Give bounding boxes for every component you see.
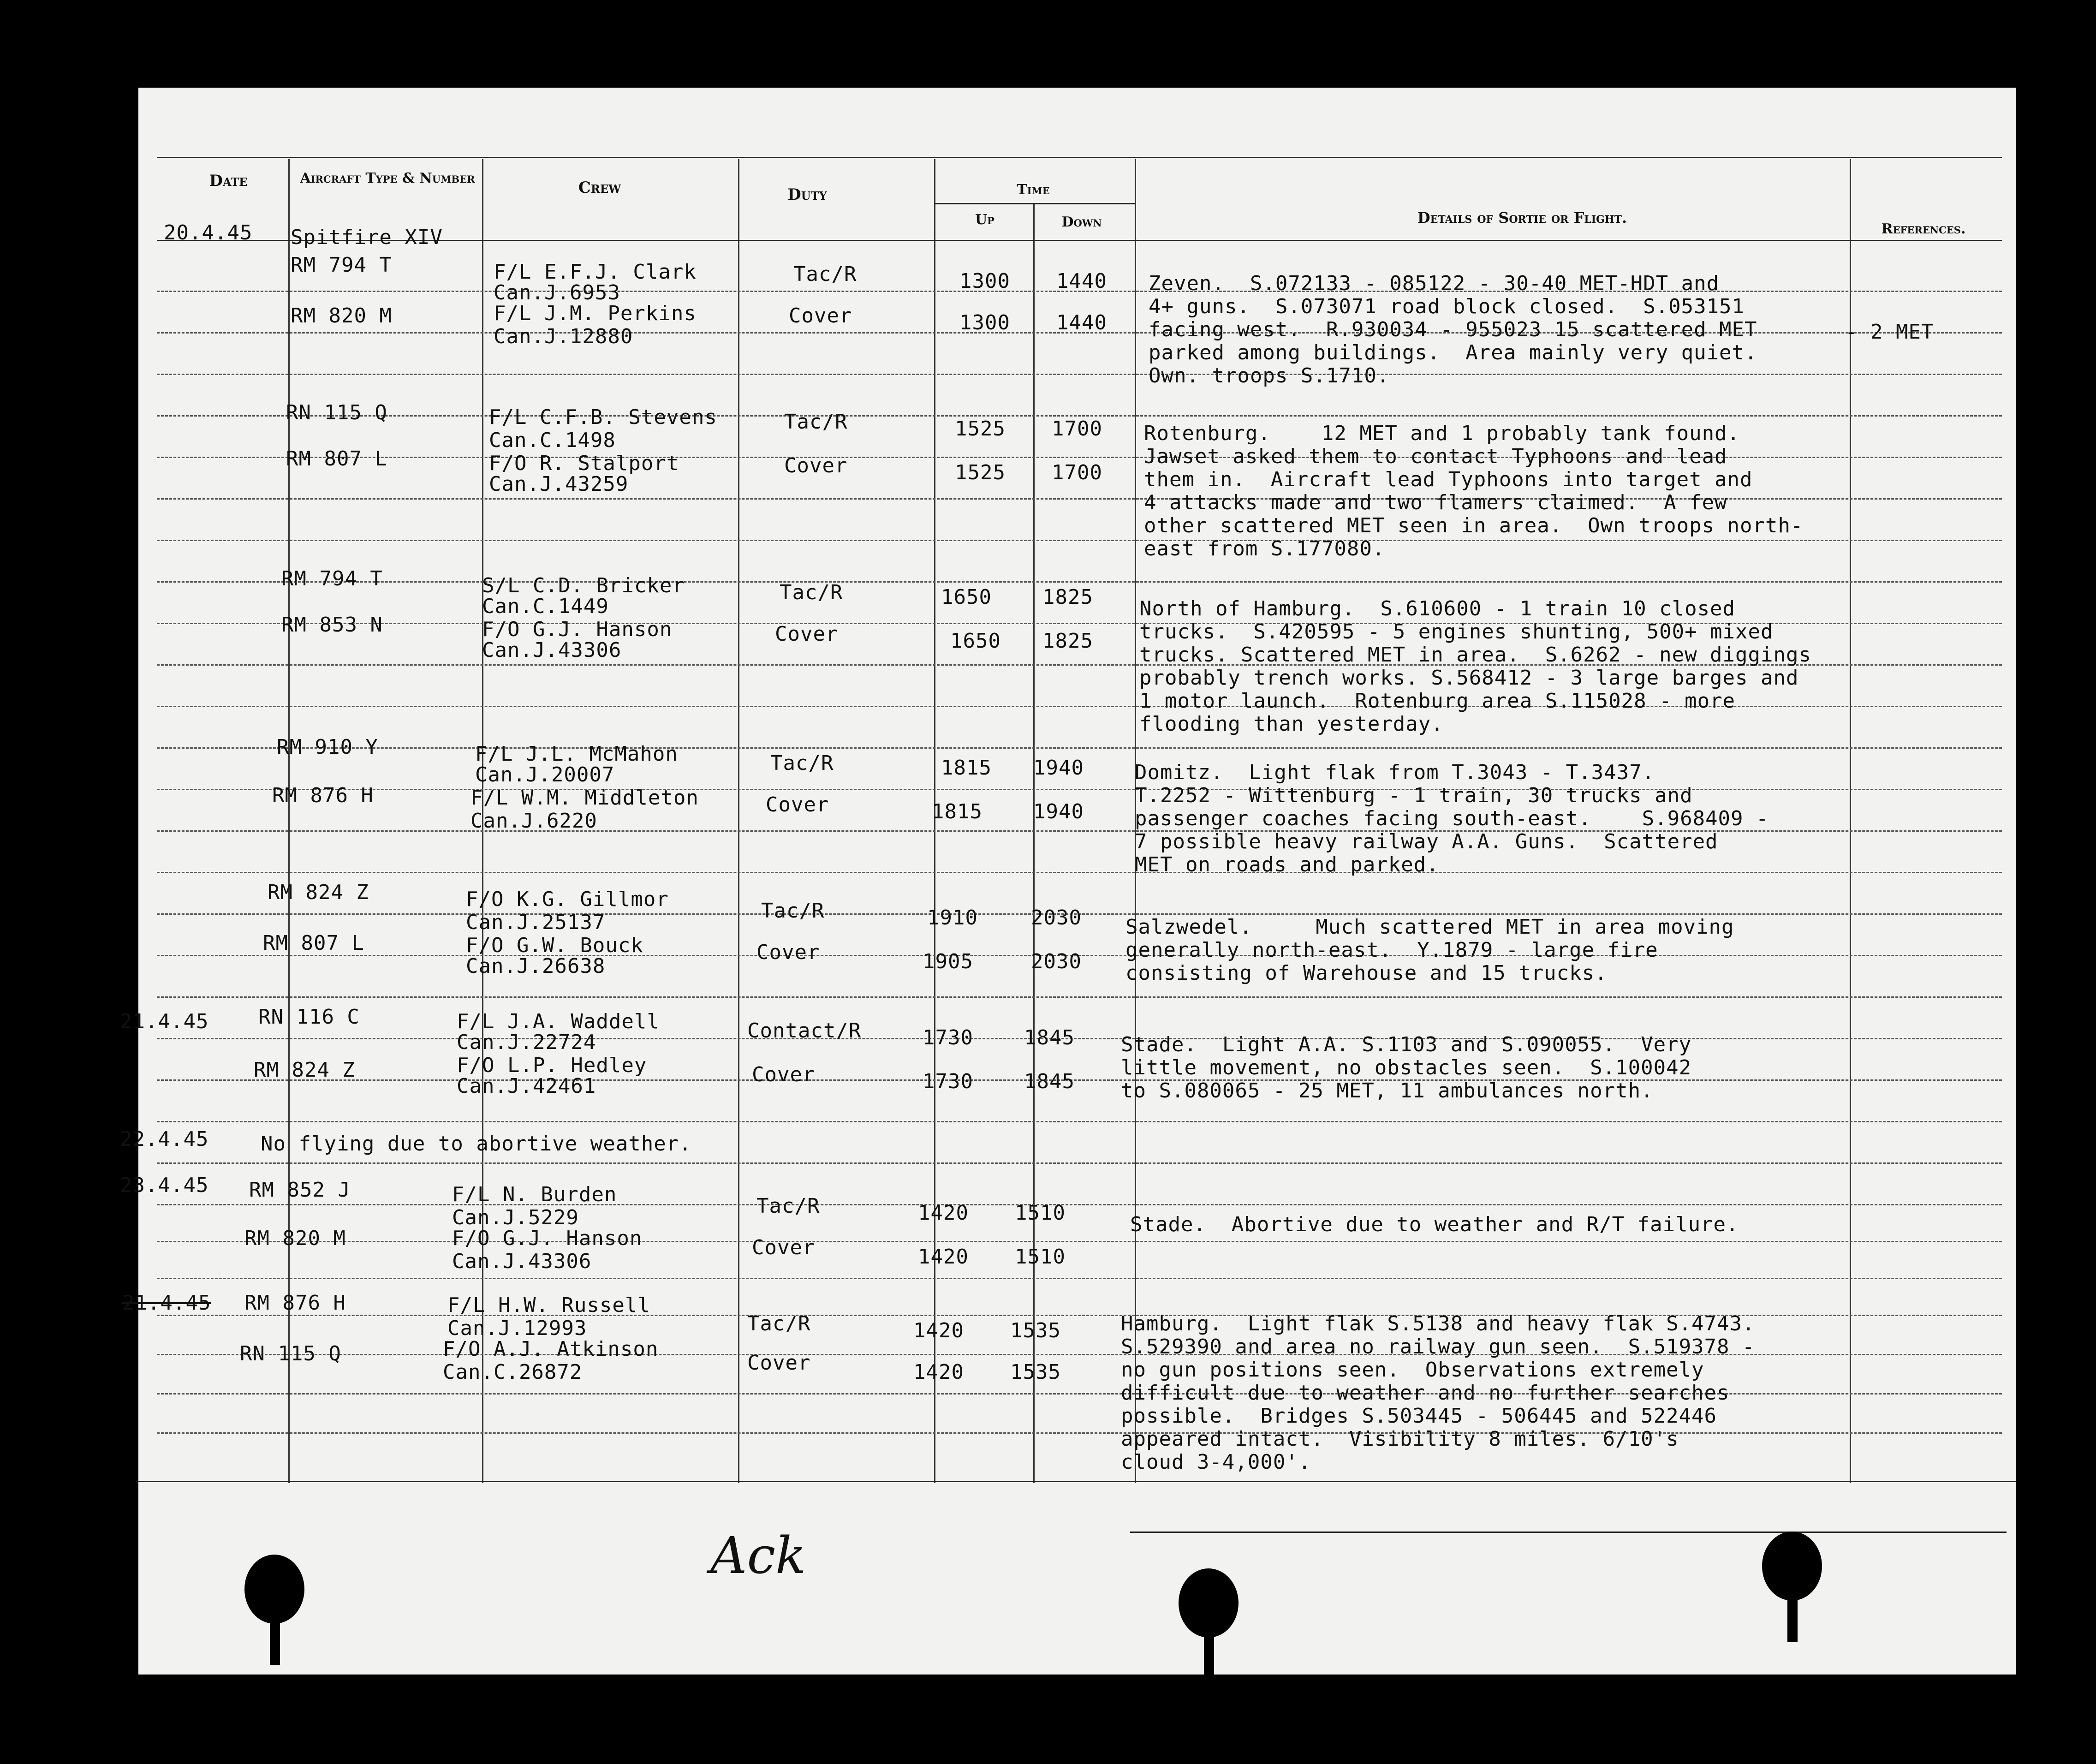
crew-name: F/O R. Stalport [489,452,679,475]
aircraft-number: RN 115 Q [286,401,387,424]
sortie-details: Stade. Abortive due to weather and R/T failure. [1130,1213,1739,1236]
crew-number: Can.J.6953 [494,281,620,304]
binder-hole [270,1619,280,1665]
duty-value: Tac/R [747,1312,811,1335]
duty-value: Tac/R [770,751,834,775]
time-down: 1440 [1056,269,1107,293]
duty-value: Tac/R [784,410,848,434]
time-up: 1650 [941,585,992,609]
sortie-details: Domitz. Light flak from T.3043 - T.3437. T.2252 - Wittenburg - 1 train, 30 trucks and passenger coaches facing south-east. S.968409 - 7 possible heavy railway A.A. Guns. Scattered MET on roads and parked. [1135,761,1769,876]
crew-number: Can.J.43306 [482,638,622,662]
aircraft-number: RM 820 M [291,304,392,328]
aircraft-number: RN 115 Q [240,1342,341,1365]
binder-hole [1179,1568,1239,1638]
crew-number: Can.J.43259 [489,472,629,496]
header-duty: Duty [787,185,827,204]
duty-value: Tac/R [756,1194,820,1218]
time-up: 1905 [923,950,973,973]
crew-name: F/O G.J. Hanson [452,1227,643,1250]
time-down: 1825 [1042,585,1093,609]
time-up: 1300 [959,311,1010,334]
date-23-4-45: 23.4.45 [120,1174,209,1197]
crew-number: Can.J.25137 [466,911,606,934]
time-down: 1940 [1033,800,1084,823]
time-down: 1510 [1015,1201,1066,1225]
duty-value: Contact/R [747,1019,862,1043]
time-down: 1535 [1010,1360,1061,1384]
header-up: Up [975,212,994,228]
crew-name: F/L J.L. McMahon [475,742,678,766]
duty-value: Tac/R [793,262,857,286]
time-up: 1730 [923,1070,973,1093]
crew-name: F/L J.M. Perkins [494,302,697,325]
time-down: 1700 [1052,417,1102,441]
crew-number: Can.J.20007 [475,763,615,787]
sortie-details: Stade. Light A.A. S.1103 and S.090055. Very little movement, no obstacles seen. S.100042 to S.080065 - 25 MET, 11 ambulances north. [1121,1033,1692,1102]
struck-date: 21.4.45 [122,1291,211,1315]
sortie-details: Hamburg. Light flak S.5138 and heavy flak S.4743. S.529390 and area no railway gun seen. S.519378 - no gun positions seen. Observations extremely difficult due to weather and no further searches possible. Bridges S.503445 - 506445 and 522446 appeared intact. Visibility 8 miles. 6/10's cloud 3-4,000'. [1121,1312,1755,1474]
crew-name: F/O G.J. Hanson [482,618,673,641]
header-aircraft: Aircraft Type & Number [300,170,475,186]
reference-note: - 2 MET [1845,320,1934,344]
header-crew: Crew [578,179,621,197]
time-up: 1815 [941,756,992,780]
time-up: 1525 [955,461,1006,484]
crew-number: Can.J.5229 [452,1206,579,1229]
header-time: Time [1017,182,1050,198]
time-up: 1300 [959,269,1010,293]
time-down: 1845 [1024,1070,1075,1093]
header-date: Date [209,172,248,190]
crew-number: Can.J.6220 [470,809,597,833]
aircraft-number: RM 824 Z [268,881,369,904]
crew-name: F/L W.M. Middleton [470,786,699,810]
binder-hole [1204,1633,1214,1679]
aircraft-type-line: Spitfire XIV [291,226,443,249]
date-21-4-45: 21.4.45 [120,1010,209,1033]
sortie-details: Salzwedel. Much scattered MET in area moving generally north-east. Y.1879 - large fire consisting of Warehouse and 15 trucks. [1125,915,1734,985]
time-down: 1940 [1033,756,1084,780]
binder-hole [244,1555,304,1624]
binder-hole [1762,1532,1822,1601]
aircraft-number: RN 116 C [258,1005,360,1029]
crew-name: F/L N. Burden [452,1183,617,1206]
time-up: 1650 [950,629,1001,653]
time-up: 1420 [918,1245,969,1269]
time-up: 1730 [923,1026,973,1049]
time-down: 1825 [1042,629,1093,653]
date-20-4-45: 20.4.45 [164,221,253,244]
crew-name: F/L C.F.B. Stevens [489,405,717,429]
duty-value: Cover [789,304,852,328]
time-down: 2030 [1031,906,1082,930]
aircraft-number: RM 853 N [281,613,383,637]
duty-value: Tac/R [761,899,825,923]
time-up: 1910 [927,906,978,930]
duty-value: Cover [752,1236,816,1259]
duty-value: Cover [747,1351,811,1375]
crew-number: Can.J.12880 [494,325,633,348]
crew-number: Can.C.26872 [443,1360,583,1384]
time-down: 1440 [1056,311,1107,334]
crew-name: F/O K.G. Gillmor [466,888,669,911]
form-sheet [120,88,2016,1675]
time-up: 1815 [932,800,982,823]
aircraft-number: RM 910 Y [277,735,378,759]
sortie-details: Rotenburg. 12 MET and 1 probably tank found. Jawset asked them to contact Typhoons and lead them in. Aircraft lead Typhoons into target and 4 attacks made and two flamers claimed. A few other scattered MET seen in area. Own troops north- east from S.177080. [1144,422,1804,560]
crew-name: F/O L.P. Hedley [457,1054,647,1077]
time-up: 1420 [918,1201,969,1225]
header-references: References. [1881,221,1966,237]
header-down: Down [1061,214,1102,230]
crew-number: Can.J.26638 [466,954,606,978]
aircraft-number: RM 807 L [263,931,364,955]
time-up: 1420 [913,1319,964,1342]
aircraft-number: RM 824 Z [254,1058,355,1082]
aircraft-number: RM 852 J [249,1178,351,1202]
time-down: 1535 [1010,1319,1061,1342]
aircraft-number: RM 820 M [244,1227,346,1250]
duty-value: Tac/R [780,581,843,604]
crew-name: S/L C.D. Bricker [482,574,685,597]
handwritten-signature [706,1518,872,1596]
binder-hole [1787,1596,1798,1642]
crew-name: F/O A.J. Atkinson [443,1337,659,1361]
time-down: 2030 [1031,950,1082,973]
aircraft-number: RM 794 T [291,253,392,277]
duty-value: Cover [752,1063,816,1086]
crew-number: Can.J.42461 [457,1074,596,1098]
crew-number: Can.C.1498 [489,429,616,452]
aircraft-number: RM 794 T [281,567,383,590]
aircraft-number: RM 876 H [244,1291,346,1315]
time-down: 1700 [1052,461,1102,484]
crew-name: F/O G.W. Bouck [466,934,643,957]
crew-number: Can.J.43306 [452,1250,592,1273]
time-up: 1420 [913,1360,964,1384]
time-down: 1845 [1024,1026,1075,1049]
time-down: 1510 [1015,1245,1066,1269]
header-details: Details of Sortie or Flight. [1417,209,1627,226]
duty-value: Cover [766,793,829,816]
sortie-details: Zeven. S.072133 - 085122 - 30-40 MET-HDT and 4+ guns. S.073071 road block closed. S.053151 facing west. R.930034 - 955023 15 scattered MET parked among buildings. Area mainly very quiet. Own. troops S.1710. [1149,272,1757,387]
duty-value: Cover [775,622,839,646]
crew-name: F/L H.W. Russell [447,1293,650,1317]
crew-number: Can.J.12993 [447,1317,587,1340]
crew-name: F/L E.F.J. Clark [494,260,697,284]
duty-value: Cover [784,454,848,477]
crew-number: Can.J.22724 [457,1031,596,1054]
crew-name: F/L J.A. Waddell [457,1010,660,1033]
time-up: 1525 [955,417,1006,441]
crew-number: Can.C.1449 [482,595,609,618]
duty-value: Cover [756,941,820,964]
sortie-details: North of Hamburg. S.610600 - 1 train 10 closed trucks. S.420595 - 5 engines shunting, 500+ mixed trucks. Scattered MET in area. S.6262 - new diggings probably trench works. S.568412 - 3 large barges and 1 motor launch. Rotenburg area S.115028 - more flooding than yesterday. [1139,597,1811,736]
signature-text: Ack [710,1526,806,1585]
no-flying-note: No flying due to abortive weather. [261,1132,692,1156]
aircraft-number: RM 807 L [286,447,387,471]
aircraft-number: RM 876 H [272,784,374,807]
date-22-4-45: 22.4.45 [120,1127,209,1151]
